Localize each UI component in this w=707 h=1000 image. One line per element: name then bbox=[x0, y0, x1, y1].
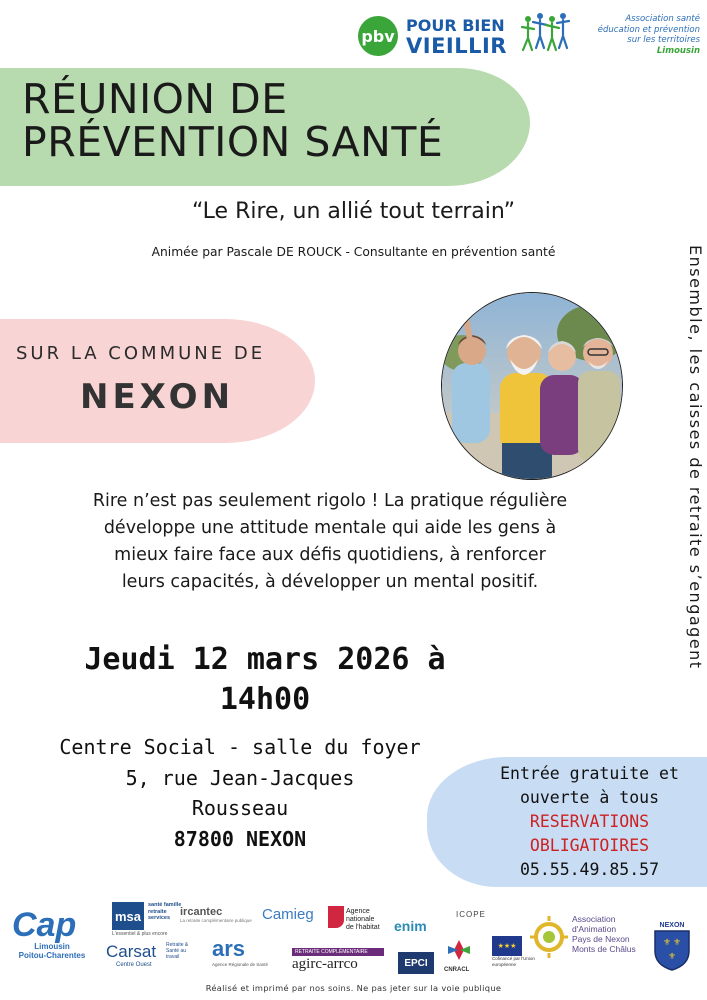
msa-badge: msa bbox=[112, 902, 144, 930]
asept-limousin-logo bbox=[520, 6, 700, 68]
photo-illustration bbox=[442, 293, 622, 479]
reservation-line2: OBLIGATOIRES bbox=[529, 836, 650, 855]
cap-logo bbox=[12, 908, 102, 968]
cap-sub2: Poitou-Charentes bbox=[18, 951, 86, 960]
pays-line4: Monts de Châlus bbox=[572, 944, 636, 954]
anah-line3: de l'habitat bbox=[346, 924, 380, 931]
page-title bbox=[22, 75, 522, 166]
commune-name: NEXON bbox=[80, 377, 235, 417]
animator-credit: Animée par Pascale DE ROUCK - Consultante en prévention santé bbox=[151, 245, 556, 259]
pays-de-nexon-logo bbox=[528, 908, 646, 968]
ircantec-tag: La retraite complémentaire publique bbox=[180, 918, 252, 923]
asept-logo-text bbox=[572, 14, 700, 56]
description-line1: Rire n’est pas seulement rigolo ! La pratique régulière bbox=[92, 491, 568, 511]
event-datetime bbox=[0, 640, 530, 720]
event-address bbox=[30, 732, 450, 854]
phone-number: 05.55.49.85.57 bbox=[519, 860, 660, 879]
pour-bien-vieillir-logo bbox=[358, 14, 513, 58]
asept-line2: éducation et prévention bbox=[597, 24, 700, 35]
partner-logos bbox=[0, 900, 707, 980]
camieg-logo: Camieg bbox=[262, 906, 314, 923]
entry-info bbox=[462, 762, 707, 882]
coat-of-arms-icon bbox=[652, 929, 692, 971]
description-paragraph bbox=[40, 488, 620, 596]
svg-text:⚜: ⚜ bbox=[668, 952, 677, 962]
carsat-sub: Centre Ouest bbox=[116, 962, 152, 968]
cnracl-text: CNRACL bbox=[444, 967, 470, 973]
agirc-arrco-logo bbox=[292, 948, 384, 972]
eu-flag-icon: ★★★ bbox=[492, 936, 522, 956]
sun-spiral-icon bbox=[528, 912, 570, 962]
description-line2: développe une attitude mentale qui aide les gens à bbox=[103, 518, 557, 538]
cnracl-mark-icon bbox=[444, 938, 474, 962]
cnracl-logo bbox=[444, 938, 484, 974]
agirc-text: agirc-arrco bbox=[292, 956, 358, 972]
pays-line2: d'Animation bbox=[572, 924, 617, 934]
anah-line2: nationale bbox=[346, 916, 375, 923]
ars-sub: Agence Régionale de Santé bbox=[212, 962, 269, 967]
footer-note: Réalisé et imprimé par nos soins. Ne pas jeter sur la voie publique bbox=[205, 983, 502, 993]
carsat-logo bbox=[106, 942, 196, 972]
pays-line3: Pays de Nexon bbox=[572, 934, 630, 944]
event-date: Jeudi 12 mars 2026 à bbox=[84, 642, 446, 677]
theme-text: “Le Rire, un allié tout terrain” bbox=[191, 199, 516, 224]
address-postal: 87800 NEXON bbox=[173, 826, 307, 851]
ircantec-logo bbox=[180, 906, 255, 936]
asept-region: Limousin bbox=[656, 45, 700, 56]
entry-line1: Entrée gratuite et bbox=[500, 764, 679, 783]
eu-text: Cofinancé par l'Union européenne bbox=[492, 956, 535, 967]
pbv-logo-line1: POUR BIEN bbox=[406, 16, 505, 35]
msa-logo bbox=[112, 902, 182, 938]
description-line3: mieux faire face aux défis quotidiens, à renforcer bbox=[114, 545, 546, 565]
entry-line2: ouverte à tous bbox=[519, 788, 660, 807]
seniors-laughing-photo bbox=[441, 292, 623, 480]
title-line1: RÉUNION DE bbox=[22, 75, 288, 123]
pbv-logo-line2: VIEILLIR bbox=[406, 34, 507, 58]
icope-logo: ICOPE bbox=[456, 910, 486, 919]
cap-sub1: Limousin bbox=[34, 942, 70, 951]
nexon-crest-logo bbox=[652, 922, 692, 974]
cap-logo-text: Cap bbox=[12, 906, 77, 944]
address-line1: Centre Social - salle du foyer bbox=[59, 735, 421, 759]
description-line4: leurs capacités, à développer un mental positif. bbox=[121, 572, 539, 592]
address-line2: 5, rue Jean-Jacques bbox=[125, 765, 355, 790]
event-theme bbox=[0, 199, 707, 224]
msa-tag: L'essentiel & plus encore bbox=[112, 931, 168, 937]
ars-logo bbox=[212, 936, 282, 972]
title-line2: PRÉVENTION SANTÉ bbox=[22, 118, 444, 166]
enim-logo: enim bbox=[394, 918, 427, 934]
event-time: 14h00 bbox=[219, 682, 311, 717]
anah-mark-icon bbox=[328, 906, 344, 928]
svg-text:⚜: ⚜ bbox=[673, 938, 682, 948]
pbv-badge: pbv bbox=[358, 16, 398, 56]
reservation-line1: RESERVATIONS bbox=[529, 812, 650, 831]
carsat-side: Retraite & Santé au travail bbox=[166, 942, 189, 960]
agirc-top: RETRAITE COMPLÉMENTAIRE bbox=[292, 948, 384, 956]
asept-line1: Association santé bbox=[625, 14, 700, 24]
svg-text:⚜: ⚜ bbox=[663, 938, 672, 948]
msa-side: santé famille retraite services bbox=[148, 902, 182, 921]
ircantec-text: ircantec bbox=[180, 906, 223, 918]
address-line3: Rousseau bbox=[191, 796, 289, 820]
carsat-text: Carsat bbox=[106, 942, 157, 961]
epci-logo: EPCI bbox=[398, 952, 434, 974]
pays-line1: Association bbox=[572, 914, 616, 924]
anah-line1: Agence bbox=[346, 908, 370, 915]
ars-text: ars bbox=[212, 936, 246, 961]
nexon-crest-label: NEXON bbox=[659, 922, 685, 929]
side-slogan: Ensemble, les caisses de retraite s’engagent bbox=[686, 245, 705, 670]
asept-line3: sur les territoires bbox=[627, 35, 700, 45]
anah-logo bbox=[328, 906, 388, 946]
people-icon bbox=[520, 10, 570, 56]
commune-label: SUR LA COMMUNE DE bbox=[16, 343, 266, 364]
